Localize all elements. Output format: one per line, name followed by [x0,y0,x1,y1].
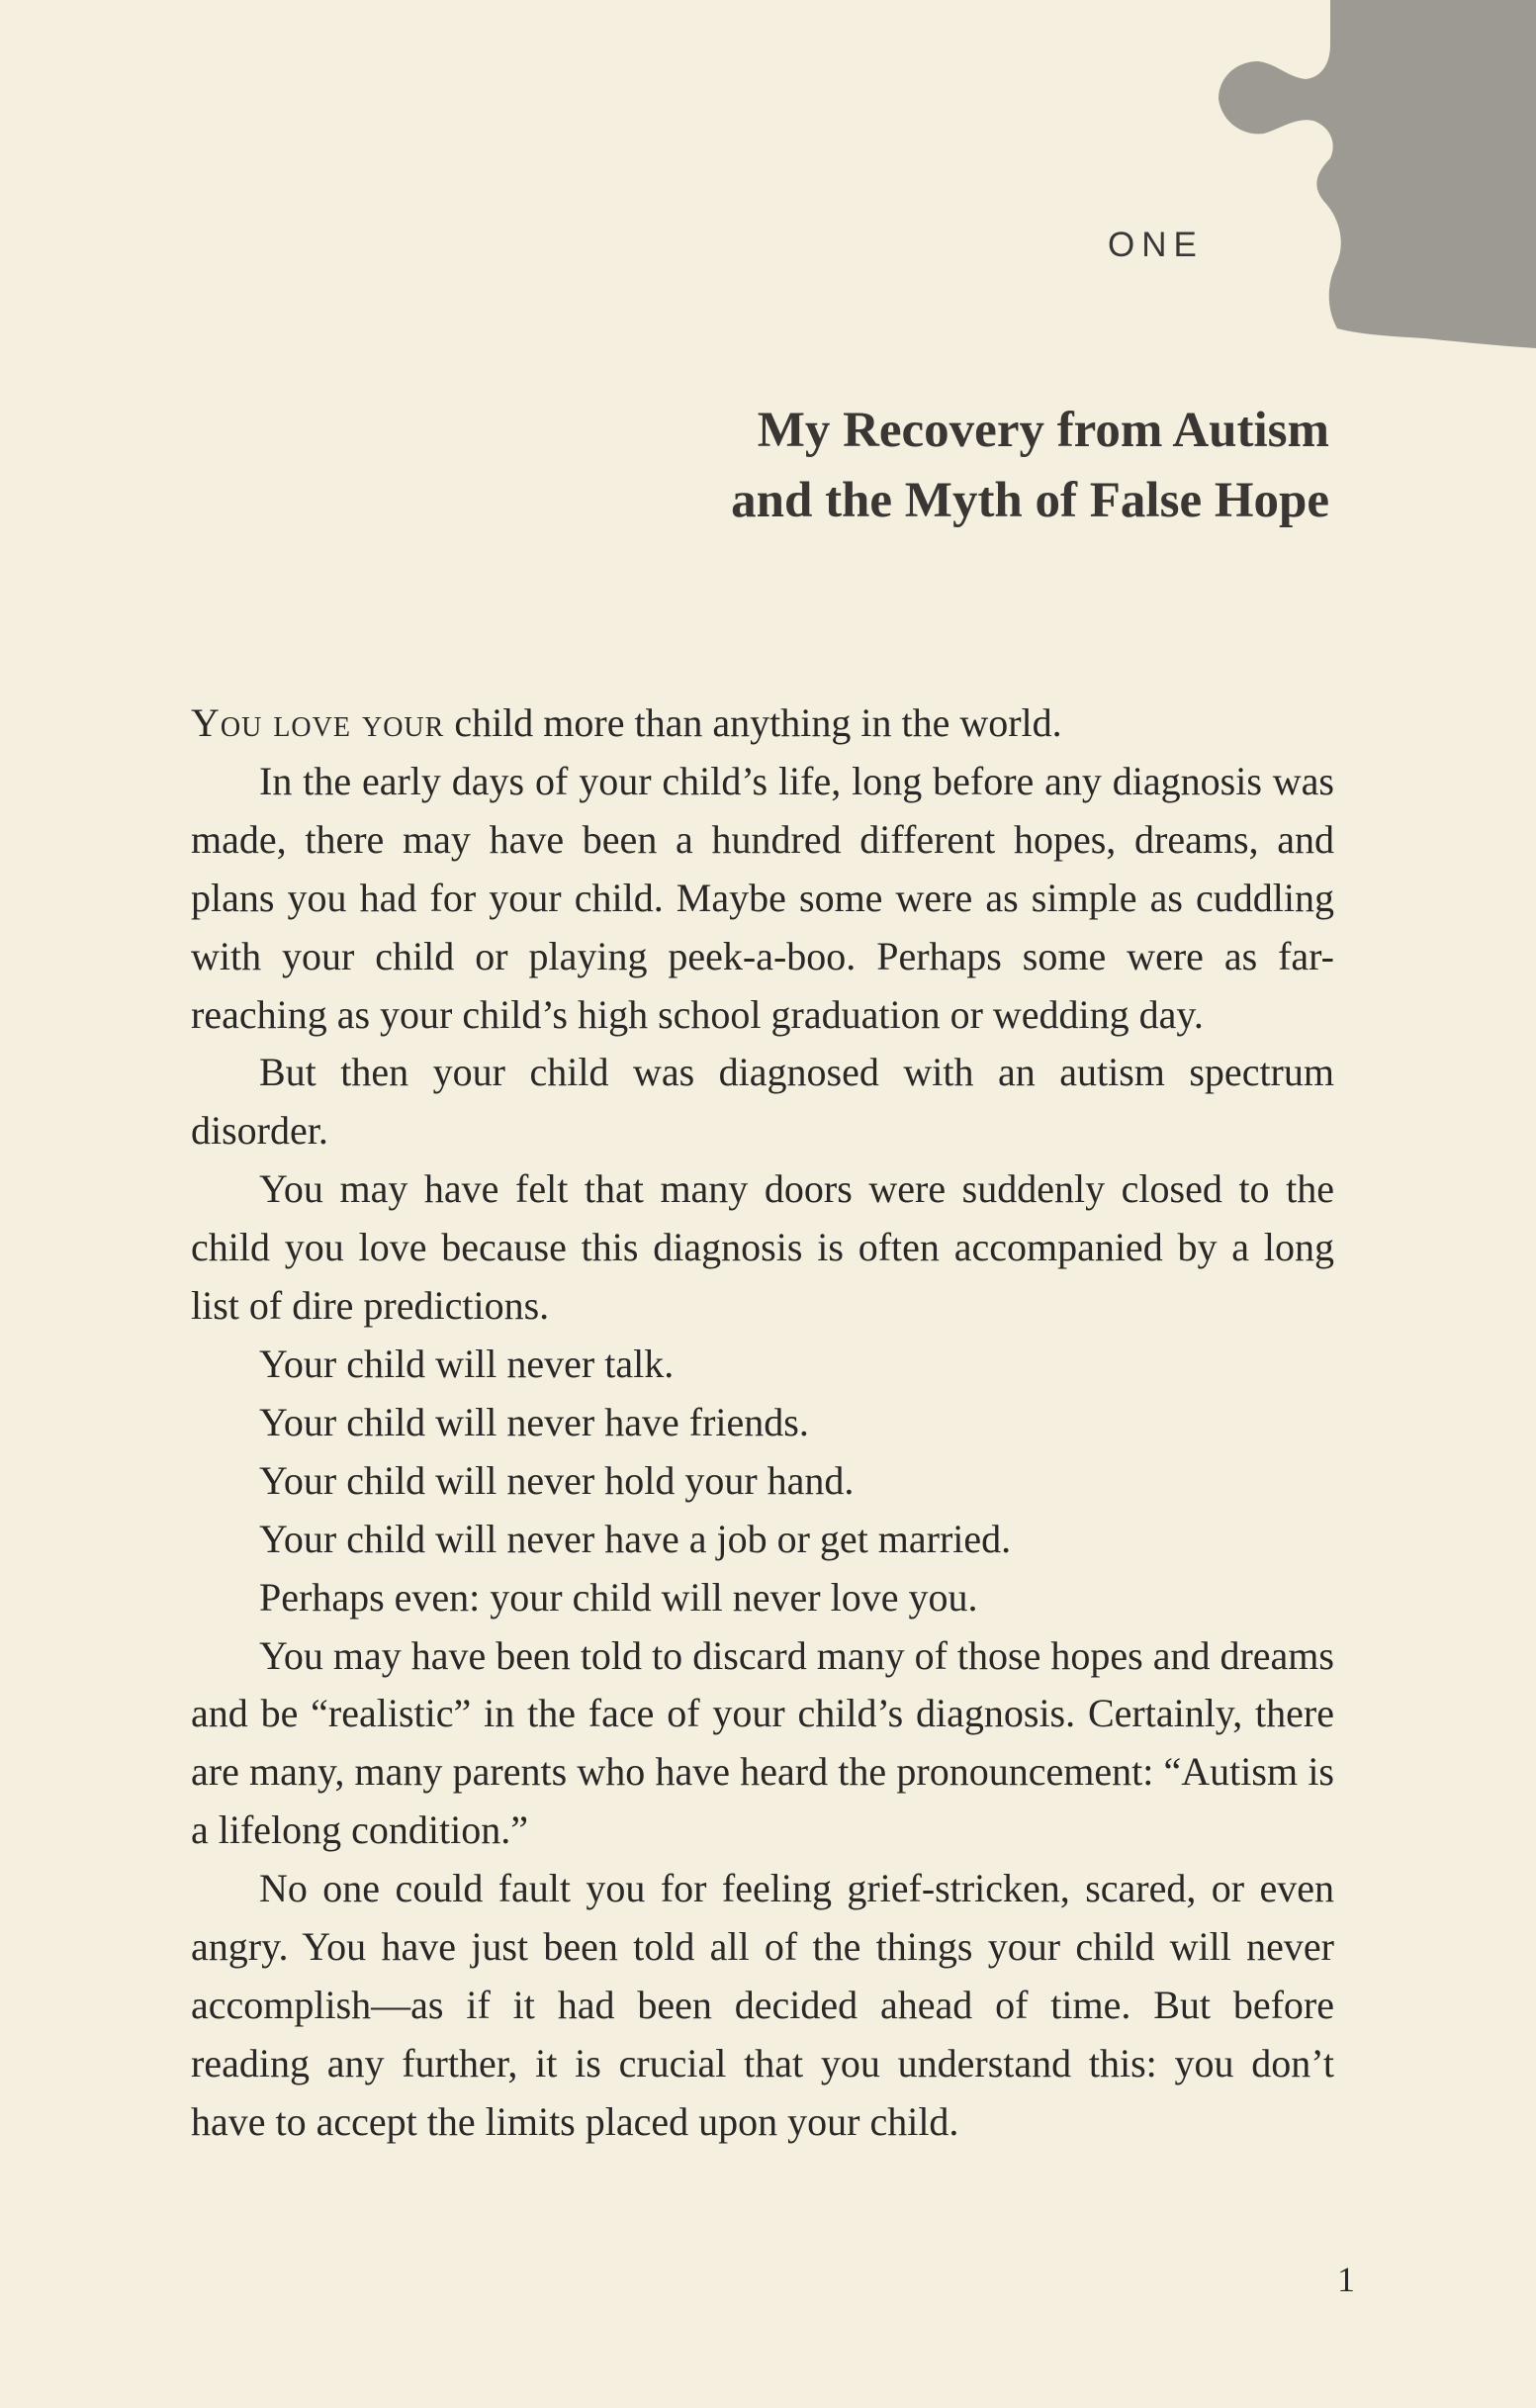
paragraph-11: No one could fault you for feeling grief-stricken, scared, or even angry. You have just been told all of the things your child will never accomplish—as if it had been decided ahead of time. But before reading any further, it is crucial that you understand this: you don’t have to accept the limits placed upon your child. [191,1866,1334,2144]
paragraph-3: But then your child was diagnosed with an autism spectrum disorder. [191,1050,1334,1154]
paragraph-2: In the early days of your child’s life, long before any diagnosis was made, there may have been a hundred different hopes, dreams, and plans you had for your child. Maybe some were as simple as cuddling with your child or playing peek-a-boo. Perhaps some were as far-reaching as your child’s high school graduation or wedding day. [191,758,1334,1037]
paragraph-5: Your child will never talk. [259,1341,675,1386]
puzzle-piece-graphic [0,0,1536,416]
paragraph-1-opening-smallcaps: You love your [191,700,445,745]
paragraph-9: Perhaps even: your child will never love you. [259,1574,978,1620]
chapter-title [439,396,1329,536]
puzzle-piece-shape [1219,0,1536,348]
paragraph-1 [191,695,1334,753]
paragraph-7: Your child will never hold your hand. [259,1457,855,1503]
chapter-body [191,695,1334,2152]
chapter-number: ONE [1108,226,1204,264]
paragraph-8: Your child will never have a job or get married. [259,1516,1012,1561]
page-number: 1 [1337,2260,1355,2299]
paragraph-6: Your child will never have friends. [259,1399,809,1444]
paragraph-10: You may have been told to discard many of those hopes and dreams and be “realistic” in the face of your child’s diagnosis. Certainly, there are many, many parents who have heard the pronouncement: “Autism is a lifelong condition.” [191,1632,1334,1853]
paragraph-4: You may have felt that many doors were suddenly closed to the child you love because this diagnosis is often accompanied by a long list of dire predictions. [191,1166,1334,1329]
chapter-title-line-1: My Recovery from Autism [757,403,1329,458]
chapter-title-line-2: and the Myth of False Hope [731,473,1329,528]
paragraph-1-rest: child more than anything in the world. [444,700,1062,745]
